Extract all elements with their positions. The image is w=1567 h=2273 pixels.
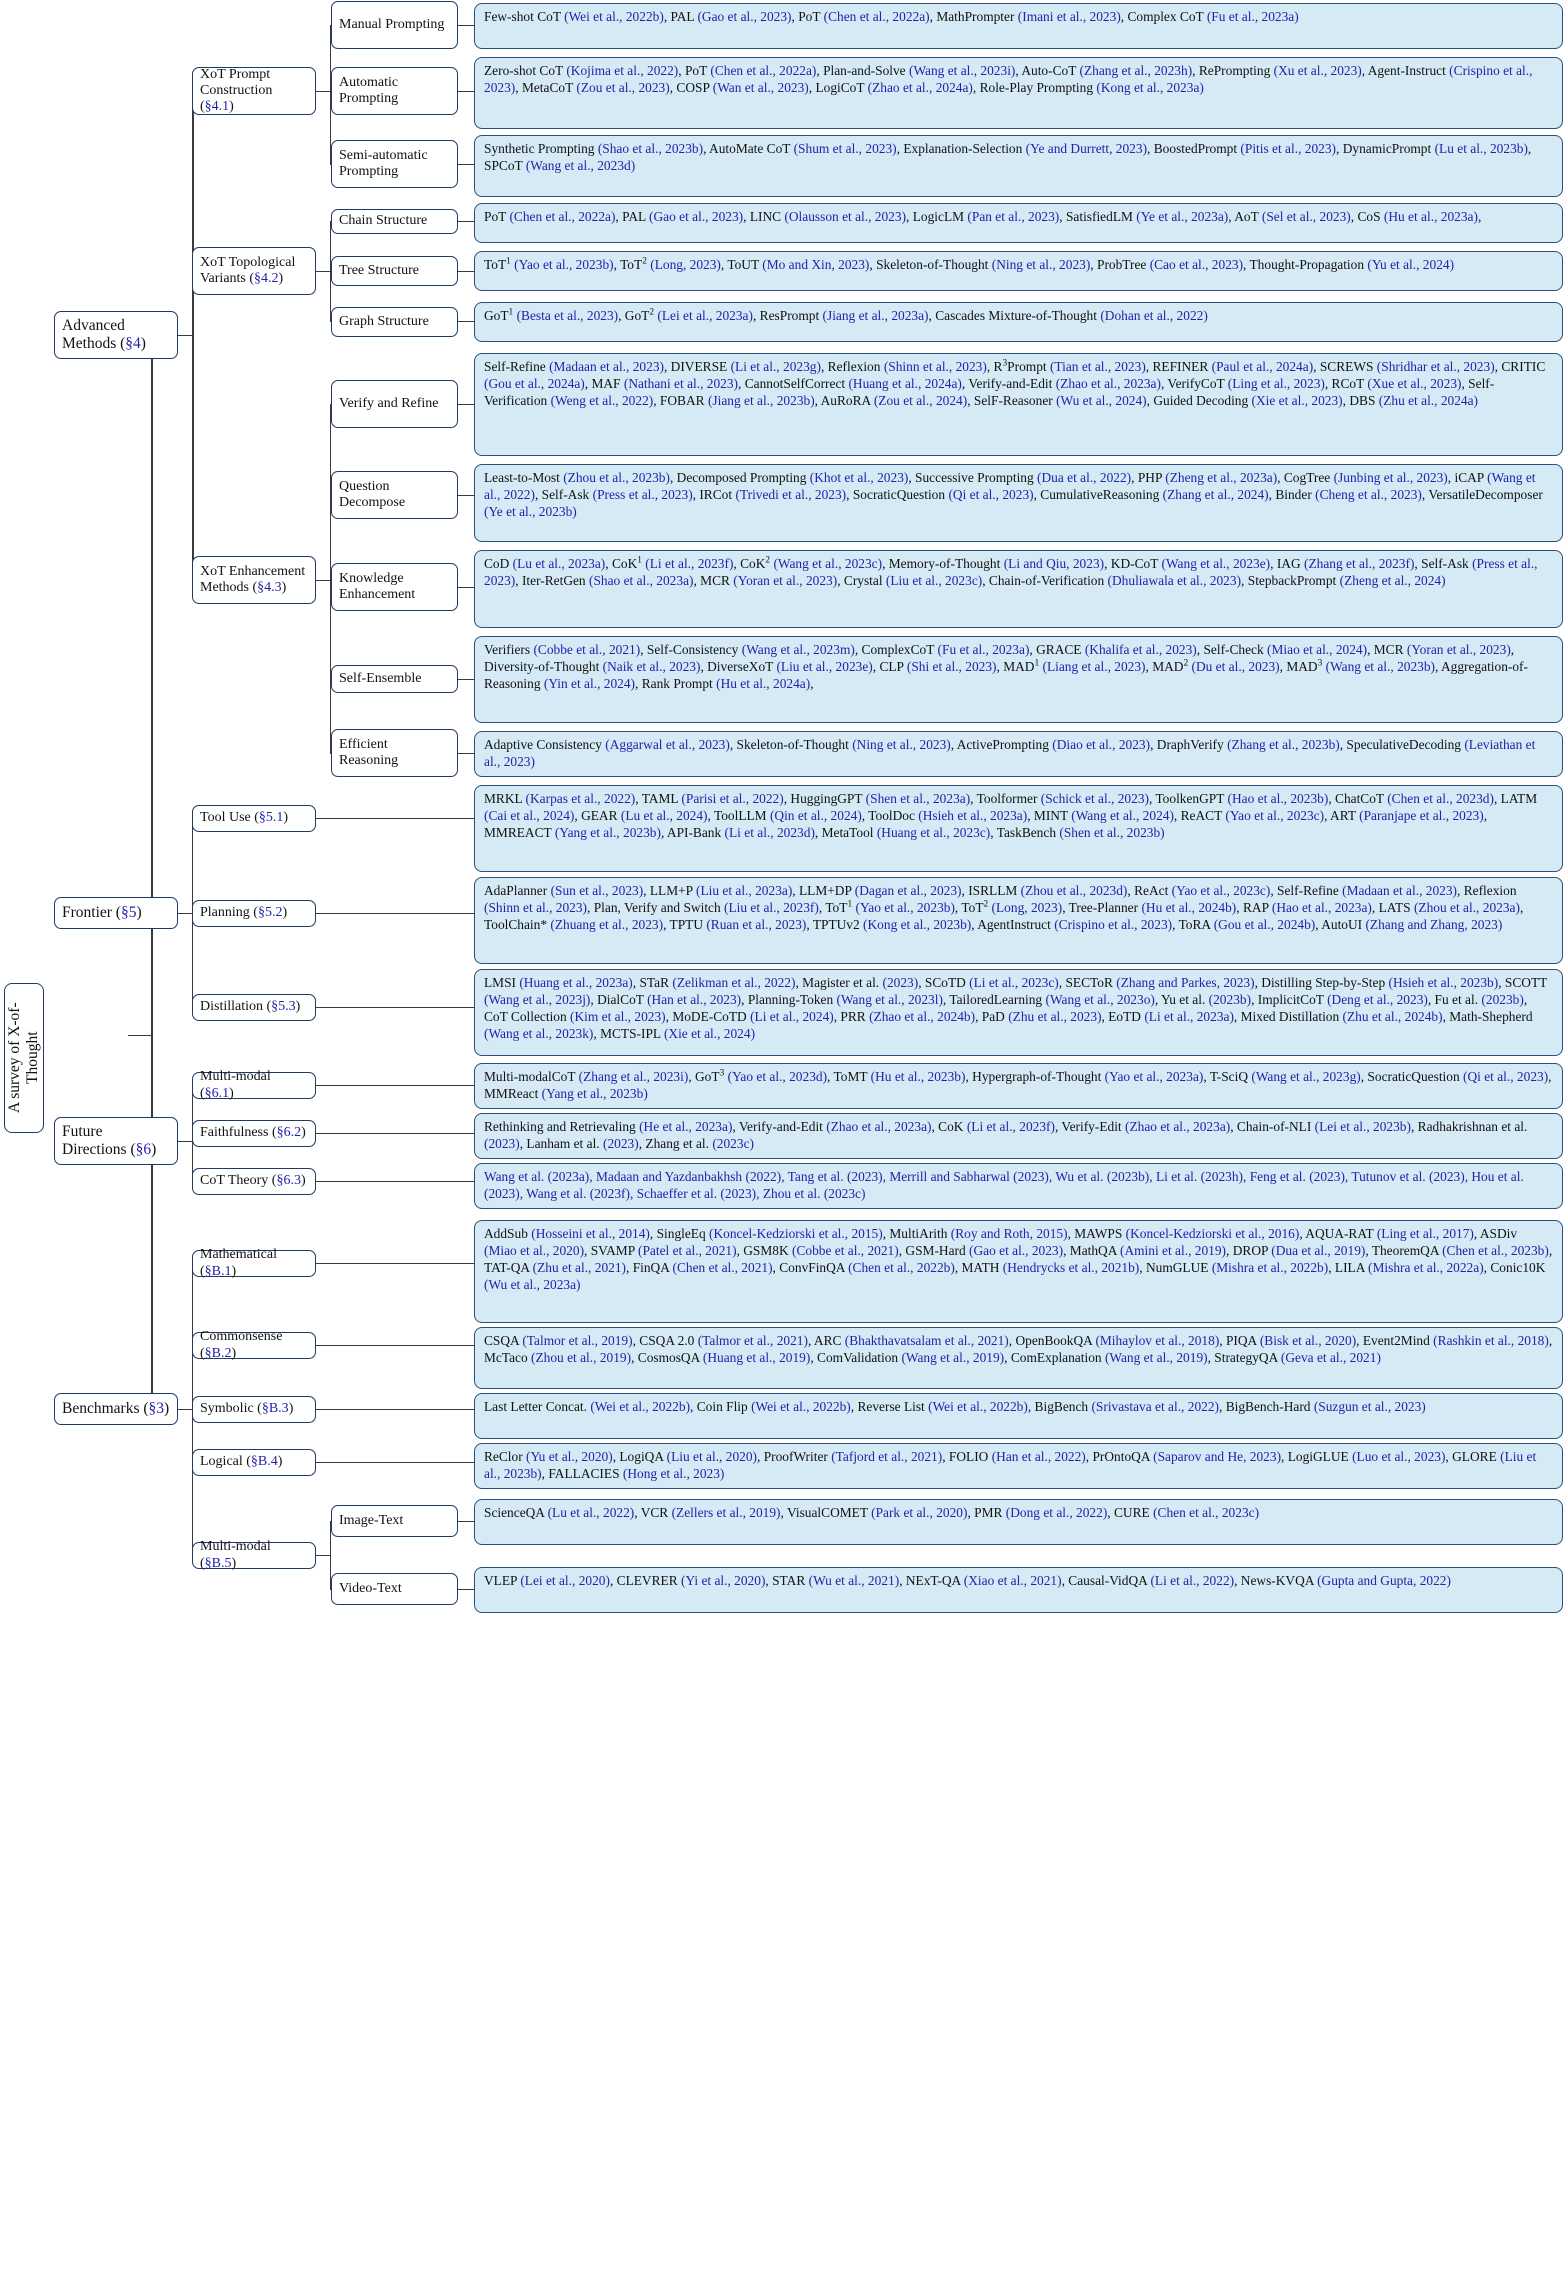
leaf-graph-structure-text: GoT$^1$ (Besta et al., 2023), GoT$^2$ (Lei et al., 2023a), ResPrompt (Jiang et al., 2023a), Cascades Mixture-of-Thought (Dohan et al., 2022) [484,307,1208,323]
connector-future-out [177,1141,193,1142]
leaf-semi-automatic-prompting [474,135,1563,197]
leaf-chain-structure [474,203,1563,243]
category-xot-enhancement-methods-label: XoT Enhancement Methods (§4.3) [200,563,306,595]
leaf-question-decompose-text: Least-to-Most (Zhou et al., 2023b), Decomposed Prompting (Khot et al., 2023), Successive Prompting (Dua et al., 2022), PHP (Zheng et al., 2023a), CogTree (Junbing et al., 2023), iCAP (Wang et al., 2022), Self-Ask (Press et al., 2023), IRCot (Trivedi et al., 2023), SocraticQuestion (Qi et al., 2023), CumulativeReasoning (Zhang et al., 2024), Binder (Cheng et al., 2023), VersatileDecomposer (Ye et al., 2023b) [484,470,1543,519]
leaf-manual-prompting [474,3,1563,49]
node-graph-structure[interactable] [331,307,458,337]
node-knowledge-enhancement-label: Knowledge Enhancement [339,570,416,602]
node-tool-use-label: Tool Use (§5.1) [200,810,289,826]
node-video-text-label: Video-Text [339,1580,402,1596]
node-self-ensemble-label: Self-Ensemble [339,670,422,686]
connector-cat1-out [315,91,331,92]
connector-leaf-faith [316,1133,474,1134]
leaf-cot-theory [474,1163,1563,1209]
node-self-ensemble[interactable] [331,665,458,693]
leaf-manual-prompting-text: Few-shot CoT (Wei et al., 2022b), PAL (Gao et al., 2023), PoT (Chen et al., 2022a), MathPrompter (Imani et al., 2023), Complex CoT (Fu et al., 2023a) [484,9,1299,24]
category-xot-topological-variants[interactable] [192,247,316,295]
leaf-verify-and-refine [474,353,1563,456]
connector-leaf-manual [458,25,474,26]
connector-leaf-efficient [458,753,474,754]
node-video-text[interactable] [331,1573,458,1605]
node-image-text[interactable] [331,1505,458,1537]
node-mathematical-label: Mathematical (§B.1) [200,1247,277,1279]
root-node[interactable] [4,983,44,1133]
node-image-text-label: Image-Text [339,1512,404,1528]
node-tool-use[interactable] [192,805,316,832]
connector-leaf-tree [458,271,474,272]
leaf-tool-use [474,785,1563,872]
connector-leaf-symbolic [316,1409,474,1410]
node-logical[interactable] [192,1449,316,1476]
node-symbolic-label: Symbolic (§B.3) [200,1401,294,1417]
leaf-verify-and-refine-text: Self-Refine (Madaan et al., 2023), DIVERSE (Li et al., 2023g), Reflexion (Shinn et al., 2023), $R^3Prompt$ (Tian et al., 2023), REFINER (Paul et al., 2024a), SCREWS (Shridhar et al., 2023), CRITIC (Gou et al., 2024a), MAF (Nathani et al., 2023), CannotSelfCorrect (Huang et al., 2024a), Verify-and-Edit (Zhao et al., 2023a), VerifyCoT (Ling et al., 2023), RCoT (Xue et al., 2023), Self-Verification (Weng et al., 2022), FOBAR (Jiang et al., 2023b), AuRoRA (Zou et al., 2024), SelF-Reasoner (Wu et al., 2024), Guided Decoding (Xie et al., 2023), DBS (Zhu et al., 2024a) [484,358,1546,408]
connector-adv-spine [192,91,194,581]
leaf-commonsense [474,1327,1563,1389]
node-efficient-reasoning-label: Efficient Reasoning [339,736,399,768]
leaf-automatic-prompting [474,57,1563,129]
node-planning-label: Planning (§5.2) [200,905,288,921]
connector-mmb5-out [315,1555,331,1556]
leaf-video-text-text: VLEP (Lei et al., 2020), CLEVRER (Yi et al., 2020), STAR (Wu et al., 2021), NExT-QA (Xiao et al., 2021), Causal-VidQA (Li et al., 2022), News-KVQA (Gupta and Gupta, 2022) [484,1573,1451,1588]
connector-bench-out [177,1409,193,1410]
node-commonsense-label: Commonsense (§B.2) [200,1329,283,1361]
connector-leaf-selfens [458,679,474,680]
connector-adv-out [177,335,193,336]
connector-leaf-verify [458,404,474,405]
leaf-efficient-reasoning [474,731,1563,777]
node-commonsense[interactable] [192,1329,316,1361]
leaf-faithfulness [474,1113,1563,1159]
leaf-planning-text: AdaPlanner (Sun et al., 2023), LLM+P (Liu et al., 2023a), LLM+DP (Dagan et al., 2023), ISRLLM (Zhou et al., 2023d), ReAct (Yao et al., 2023c), Self-Refine (Madaan et al., 2023), Reflexion (Shinn et al., 2023), Plan, Verify and Switch (Liu et al., 2023f), ToT$^1$ (Yao et al., 2023b), ToT$^2$ (Long, 2023), Tree-Planner (Hu et al., 2024b), RAP (Hao et al., 2023a), LATS (Zhou et al., 2023a), ToolChain* (Zhuang et al., 2023), TPTU (Ruan et al., 2023), TPTUv2 (Kong et al., 2023b), AgentInstruct (Crispino et al., 2023), ToRA (Gou et al., 2024b), AutoUI (Zhang and Zhang, 2023) [484,883,1524,932]
leaf-question-decompose [474,464,1563,542]
leaf-automatic-prompting-text: Zero-shot CoT (Kojima et al., 2022), PoT (Chen et al., 2022a), Plan-and-Solve (Wang et al., 2023i), Auto-CoT (Zhang et al., 2023h), RePrompting (Xu et al., 2023), Agent-Instruct (Crispino et al., 2023), MetaCoT (Zou et al., 2023), COSP (Wan et al., 2023), LogiCoT (Zhao et al., 2024a), Role-Play Prompting (Kong et al., 2023a) [484,63,1533,95]
branch-benchmarks-label: Benchmarks (§3) [62,1400,170,1418]
node-cot-theory-label: CoT Theory (§6.3) [200,1173,306,1189]
leaf-symbolic [474,1393,1563,1439]
connector-leaf-distill [316,1007,474,1008]
node-tree-structure-label: Tree Structure [339,262,419,278]
connector-cat3-out [315,580,331,581]
branch-benchmarks[interactable] [54,1393,178,1425]
leaf-mathematical [474,1220,1563,1323]
branch-future-directions[interactable] [54,1117,178,1165]
connector-leaf-logical [316,1462,474,1463]
node-manual-prompting-label: Manual Prompting [339,16,445,32]
connector-leaf-graph [458,321,474,322]
node-chain-structure[interactable] [331,209,458,234]
node-multi-modal-6-1[interactable] [192,1069,316,1101]
leaf-mathematical-text: AddSub (Hosseini et al., 2014), SingleEq (Koncel-Kedziorski et al., 2015), MultiArith (Roy and Roth, 2015), MAWPS (Koncel-Kedziorski et al., 2016), AQUA-RAT (Ling et al., 2017), ASDiv (Miao et al., 2020), SVAMP (Patel et al., 2021), GSM8K (Cobbe et al., 2021), GSM-Hard (Gao et al., 2023), MathQA (Amini et al., 2019), DROP (Dua et al., 2019), TheoremQA (Chen et al., 2023b), TAT-QA (Zhu et al., 2021), FinQA (Chen et al., 2021), ConvFinQA (Chen et al., 2022b), MATH (Hendrycks et al., 2021b), NumGLUE (Mishra et al., 2022b), LILA (Mishra et al., 2022a), Conic10K (Wu et al., 2023a) [484,1226,1553,1292]
branch-advanced-methods[interactable] [54,311,178,359]
node-multi-modal-b5-label: Multi-modal (§B.5) [200,1539,271,1571]
leaf-cot-theory-text: Wang et al. (2023a), Madaan and Yazdanbakhsh (2022), Tang et al. (2023), Merrill and Sabharwal (2023), Wu et al. (2023b), Li et al. (2023h), Feng et al. (2023), Tutunov et al. (2023), Hou et al. (2023), Wang et al. (2023f), Schaeffer et al. (2023), Zhou et al. (2023c) [484,1169,1524,1201]
leaf-distillation-text: LMSI (Huang et al., 2023a), STaR (Zelikman et al., 2022), Magister et al. (2023), SCoTD (Li et al., 2023c), SECToR (Zhang and Parkes, 2023), Distilling Step-by-Step (Hsieh et al., 2023b), SCOTT (Wang et al., 2023j), DialCoT (Han et al., 2023), Planning-Token (Wang et al., 2023l), TailoredLearning (Wang et al., 2023o), Yu et al. (2023b), ImplicitCoT (Deng et al., 2023), Fu et al. (2023b), CoT Collection (Kim et al., 2023), MoDE-CoTD (Li et al., 2024), PRR (Zhao et al., 2024b), PaD (Zhu et al., 2023), EoTD (Li et al., 2023a), Mixed Distillation (Zhu et al., 2024b), Math-Shepherd (Wang et al., 2023k), MCTS-IPL (Xie et al., 2024) [484,975,1548,1041]
leaf-multi-modal-6-1 [474,1063,1563,1109]
connector-leaf-semiauto [458,164,474,165]
branch-future-directions-label: Future Directions (§6) [62,1123,157,1158]
category-xot-topological-variants-label: XoT Topological Variants (§4.2) [200,254,296,286]
node-faithfulness-label: Faithfulness (§6.2) [200,1125,306,1141]
connector-leaf-common [316,1345,474,1346]
node-efficient-reasoning[interactable] [331,729,458,777]
node-knowledge-enhancement[interactable] [331,563,458,611]
category-xot-prompt-construction[interactable] [192,67,316,115]
connector-leaf-math [316,1263,474,1264]
node-question-decompose-label: Question Decompose [339,478,406,510]
node-semi-automatic-prompting[interactable] [331,140,458,188]
leaf-semi-automatic-prompting-text: Synthetic Prompting (Shao et al., 2023b), AutoMate CoT (Shum et al., 2023), Explanation-Selection (Ye and Durrett, 2023), BoostedPrompt (Pitis et al., 2023), DynamicPrompt (Lu et al., 2023b), SPCoT (Wang et al., 2023d) [484,141,1532,173]
leaf-knowledge-enhancement [474,550,1563,628]
leaf-self-ensemble-text: Verifiers (Cobbe et al., 2021), Self-Consistency (Wang et al., 2023m), ComplexCoT (Fu et al., 2023a), GRACE (Khalifa et al., 2023), Self-Check (Miao et al., 2024), MCR (Yoran et al., 2023), Diversity-of-Thought (Naik et al., 2023), DiverseXoT (Liu et al., 2023e), CLP (Shi et al., 2023), MAD$^1$ (Liang et al., 2023), MAD$^2$ (Du et al., 2023), MAD$^3$ (Wang et al., 2023b), Aggregation-of-Reasoning (Yin et al., 2024), Rank Prompt (Hu et al., 2024a), [484,642,1528,691]
connector-cat2-out [315,271,331,272]
leaf-tool-use-text: MRKL (Karpas et al., 2022), TAML (Parisi et al., 2022), HuggingGPT (Shen et al., 2023a), Toolformer (Schick et al., 2023), ToolkenGPT (Hao et al., 2023b), ChatCoT (Chen et al., 2023d), LATM (Cai et al., 2024), GEAR (Lu et al., 2024), ToolLLM (Qin et al., 2024), ToolDoc (Hsieh et al., 2023a), MINT (Wang et al., 2024), ReACT (Yao et al., 2023c), ART (Paranjape et al., 2023), MMREACT (Yang et al., 2023b), API-Bank (Li et al., 2023d), MetaTool (Huang et al., 2023c), TaskBench (Shen et al., 2023b) [484,791,1538,840]
branch-frontier[interactable] [54,897,178,929]
leaf-tree-structure [474,251,1563,291]
leaf-image-text [474,1499,1563,1545]
node-logical-label: Logical (§B.4) [200,1454,283,1470]
branch-advanced-methods-label: Advanced Methods (§4) [62,317,146,352]
leaf-logical-text: ReClor (Yu et al., 2020), LogiQA (Liu et al., 2020), ProofWriter (Tafjord et al., 2021), FOLIO (Han et al., 2022), PrOntoQA (Saparov and He, 2023), LogiGLUE (Luo et al., 2023), GLORE (Liu et al., 2023b), FALLACIES (Hong et al., 2023) [484,1449,1537,1481]
leaf-planning [474,877,1563,964]
node-distillation[interactable] [192,994,316,1021]
node-multi-modal-6-1-label: Multi-modal (§6.1) [200,1069,271,1101]
node-graph-structure-label: Graph Structure [339,313,429,329]
node-chain-structure-label: Chain Structure [339,213,428,229]
node-manual-prompting[interactable] [331,1,458,49]
node-semi-automatic-prompting-label: Semi-automatic Prompting [339,147,428,179]
leaf-logical [474,1443,1563,1489]
leaf-video-text [474,1567,1563,1613]
connector-leaf-cottheory [316,1181,474,1182]
node-multi-modal-b5[interactable] [192,1539,316,1571]
leaf-distillation [474,969,1563,1056]
node-automatic-prompting[interactable] [331,67,458,115]
connector-frontier-out [177,913,193,914]
node-verify-and-refine[interactable] [331,380,458,428]
connector-leaf-automatic [458,91,474,92]
leaf-knowledge-enhancement-text: CoD (Lu et al., 2023a), CoK$^1$ (Li et al., 2023f), CoK$^2$ (Wang et al., 2023c), Memory-of-Thought (Li and Qiu, 2023), KD-CoT (Wang et al., 2023e), IAG (Zhang et al., 2023f), Self-Ask (Press et al., 2023), Iter-RetGen (Shao et al., 2023a), MCR (Yoran et al., 2023), Crystal (Liu et al., 2023c), Chain-of-Verification (Dhuliawala et al., 2023), StepbackPrompt (Zheng et al., 2024) [484,555,1538,588]
node-symbolic[interactable] [192,1396,316,1423]
node-question-decompose[interactable] [331,471,458,519]
leaf-symbolic-text: Last Letter Concat. (Wei et al., 2022b), Coin Flip (Wei et al., 2022b), Reverse List (Wei et al., 2022b), BigBench (Srivastava et al., 2022), BigBench-Hard (Suzgun et al., 2023) [484,1399,1426,1414]
connector-leaf-planning [316,913,474,914]
root-label: A survey of X-of-Thought [6,1002,41,1114]
node-automatic-prompting-label: Automatic Prompting [339,74,399,106]
connector-leaf-tooluse [316,818,474,819]
node-verify-and-refine-label: Verify and Refine [339,395,439,411]
leaf-commonsense-text: CSQA (Talmor et al., 2019), CSQA 2.0 (Talmor et al., 2021), ARC (Bhakthavatsalam et al., 2021), OpenBookQA (Mihaylov et al., 2018), PIQA (Bisk et al., 2020), Event2Mind (Rashkin et al., 2018), McTaco (Zhou et al., 2019), CosmosQA (Huang et al., 2019), ComValidation (Wang et al., 2019), ComExplanation (Wang et al., 2019), StrategyQA (Geva et al., 2021) [484,1333,1553,1365]
node-tree-structure[interactable] [331,256,458,286]
leaf-chain-structure-text: PoT (Chen et al., 2022a), PAL (Gao et al., 2023), LINC (Olausson et al., 2023), LogicLM (Pan et al., 2023), SatisfiedLM (Ye et al., 2023a), AoT (Sel et al., 2023), CoS (Hu et al., 2023a), [484,209,1482,224]
leaf-multi-modal-6-1-text: Multi-modalCoT (Zhang et al., 2023i), GoT$^3$ (Yao et al., 2023d), ToMT (Hu et al., 2023b), Hypergraph-of-Thought (Yao et al., 2023a), T-SciQ (Wang et al., 2023g), SocraticQuestion (Qi et al., 2023), MMReact (Yang et al., 2023b) [484,1068,1552,1101]
node-planning[interactable] [192,900,316,927]
leaf-image-text-text: ScienceQA (Lu et al., 2022), VCR (Zellers et al., 2019), VisualCOMET (Park et al., 2020), PMR (Dong et al., 2022), CURE (Chen et al., 2023c) [484,1505,1260,1520]
connector-leaf-imagetext [458,1521,474,1522]
node-distillation-label: Distillation (§5.3) [200,999,301,1015]
connector-leaf-qdecomp [458,495,474,496]
connector-leaf-knowledge [458,587,474,588]
connector-root-node [128,1035,151,1036]
leaf-faithfulness-text: Rethinking and Retrievaling (He et al., 2023a), Verify-and-Edit (Zhao et al., 2023a), CoK (Li et al., 2023f), Verify-Edit (Zhao et al., 2023a), Chain-of-NLI (Lei et al., 2023b), Radhakrishnan et al. (2023), Lanham et al. (2023), Zhang et al. (2023c) [484,1119,1528,1151]
node-mathematical[interactable] [192,1247,316,1279]
branch-frontier-label: Frontier (§5) [62,904,142,922]
leaf-efficient-reasoning-text: Adaptive Consistency (Aggarwal et al., 2023), Skeleton-of-Thought (Ning et al., 2023), ActivePrompting (Diao et al., 2023), DraphVerify (Zhang et al., 2023b), SpeculativeDecoding (Leviathan et al., 2023) [484,737,1536,769]
leaf-tree-structure-text: ToT$^1$ (Yao et al., 2023b), ToT$^2$ (Long, 2023), ToUT (Mo and Xin, 2023), Skeleton-of-Thought (Ning et al., 2023), ProbTree (Cao et al., 2023), Thought-Propagation (Yu et al., 2024) [484,256,1455,272]
category-xot-prompt-construction-label: XoT Prompt Construction (§4.1) [200,66,273,115]
category-xot-enhancement-methods[interactable] [192,556,316,604]
leaf-graph-structure [474,302,1563,342]
node-cot-theory[interactable] [192,1168,316,1195]
connector-root-spine [151,335,153,1410]
node-faithfulness[interactable] [192,1120,316,1147]
connector-leaf-videotext [458,1589,474,1590]
leaf-self-ensemble [474,636,1563,723]
connector-leaf-chain [458,221,474,222]
connector-leaf-mm61 [316,1085,474,1086]
